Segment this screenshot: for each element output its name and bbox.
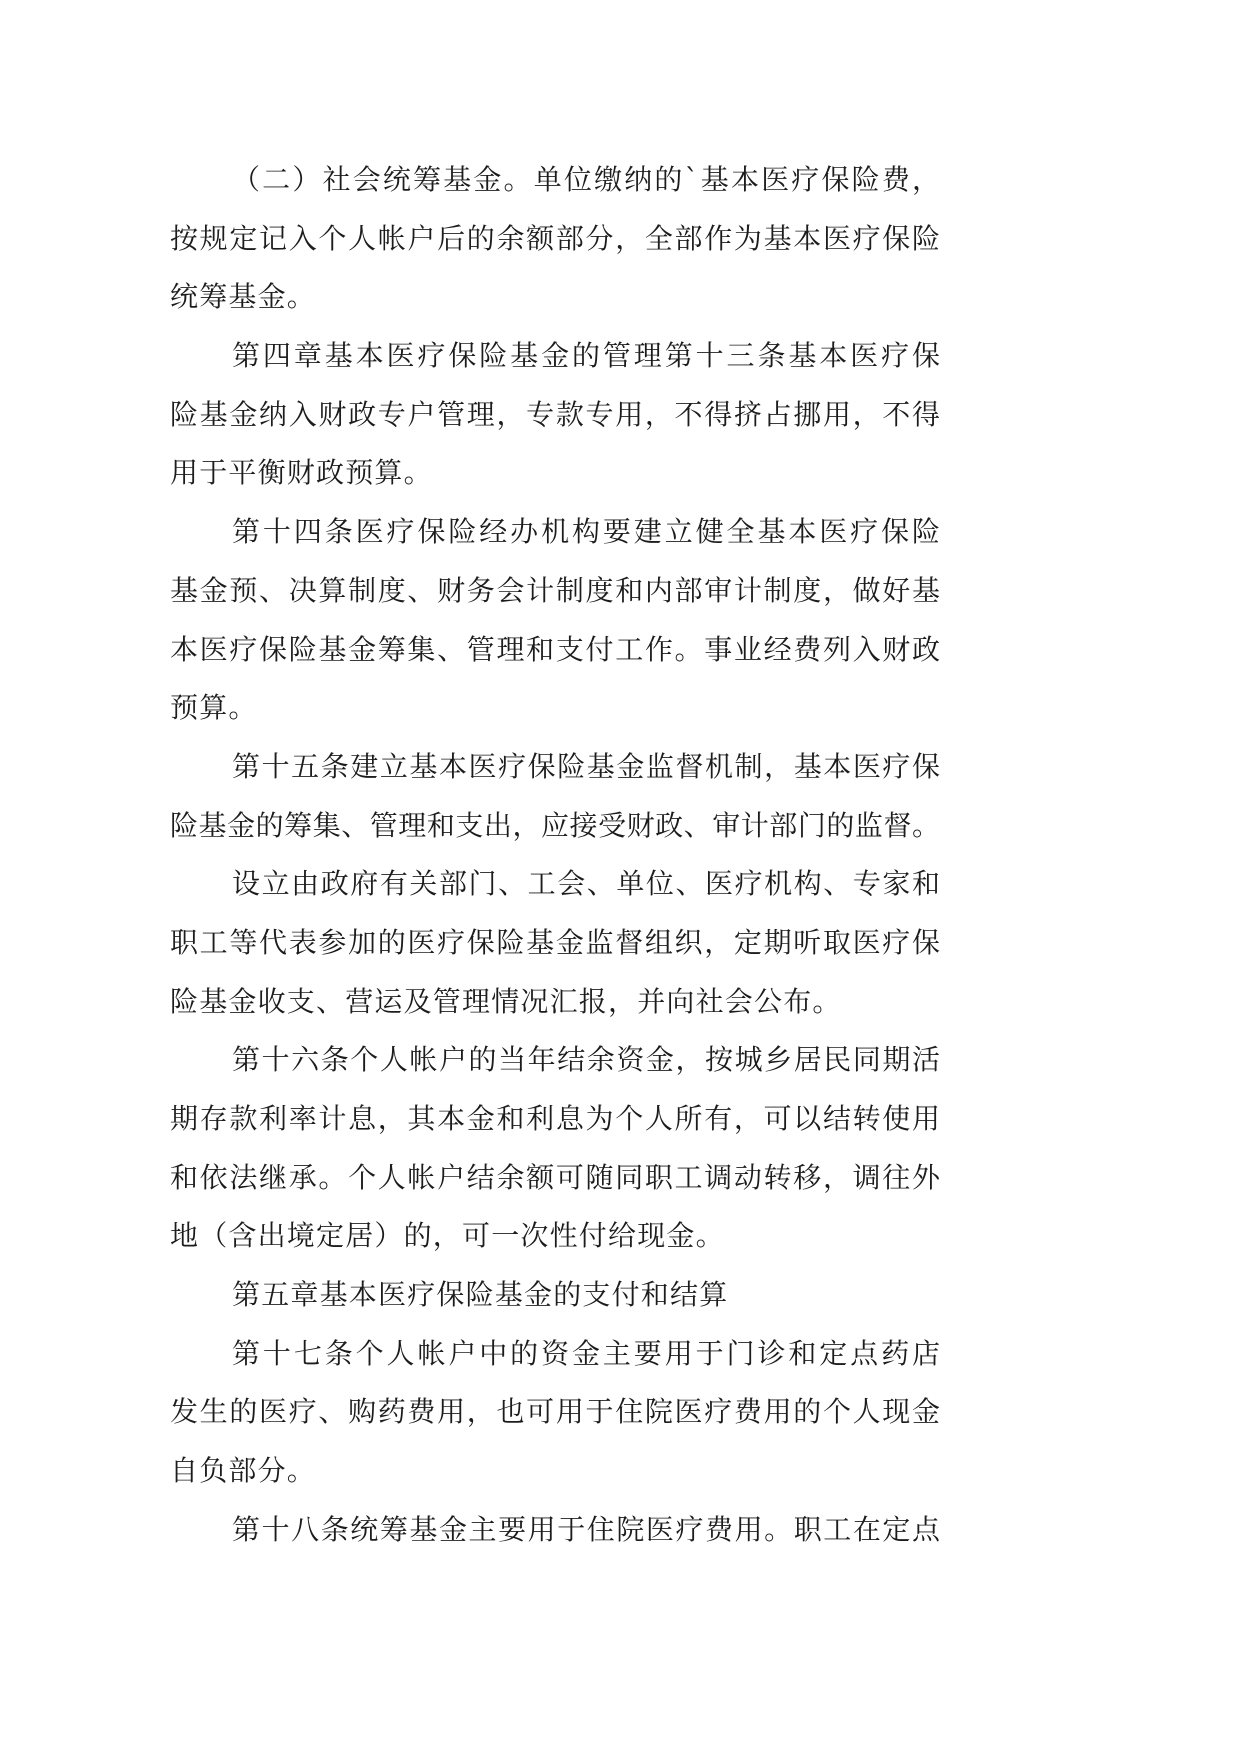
paragraph-line: 第十六条个人帐户的当年结余资金，按城乡居民同期活 bbox=[232, 1043, 940, 1077]
paragraph-article-14 bbox=[170, 503, 940, 738]
paragraph-line: 第四章基本医疗保险基金的管理第十三条基本医疗保 bbox=[232, 339, 940, 373]
paragraph-line: 期存款利率计息，其本金和利息为个人所有，可以结转使用 bbox=[170, 1102, 940, 1135]
paragraph-line: 用于平衡财政预算。 bbox=[170, 456, 433, 490]
paragraph-line: 基金预、决算制度、财务会计制度和内部审计制度，做好基 bbox=[170, 573, 940, 607]
paragraph-line: 险基金纳入财政专户管理，专款专用，不得挤占挪用，不得 bbox=[170, 397, 940, 431]
paragraph-line: 第十五条建立基本医疗保险基金监督机制，基本医疗保 bbox=[232, 749, 940, 783]
paragraph-line: 险基金的筹集、管理和支出，应接受财政、审计部门的监督。 bbox=[170, 808, 940, 842]
paragraph-supervision-organization bbox=[170, 855, 940, 1031]
paragraph-line: 预算。 bbox=[170, 691, 258, 725]
paragraph-line: 第十七条个人帐户中的资金主要用于门诊和定点药店 bbox=[232, 1336, 940, 1370]
paragraph-social-pooling-fund bbox=[170, 151, 940, 327]
paragraph-line: 险基金收支、营运及管理情况汇报，并向社会公布。 bbox=[170, 984, 842, 1018]
paragraph-line: 发生的医疗、购药费用，也可用于住院医疗费用的个人现金 bbox=[170, 1395, 940, 1429]
paragraph-chapter-4-article-13 bbox=[170, 327, 940, 503]
paragraph-line: 统筹基金。 bbox=[170, 280, 317, 314]
chapter-heading-line: 第五章基本医疗保险基金的支付和结算 bbox=[232, 1278, 729, 1312]
paragraph-line: 按规定记入个人帐户后的余额部分，全部作为基本医疗保险 bbox=[170, 221, 940, 255]
paragraph-line: 第十八条统筹基金主要用于住院医疗费用。职工在定点 bbox=[232, 1512, 940, 1546]
paragraph-line: 地（含出境定居）的，可一次性付给现金。 bbox=[170, 1219, 725, 1253]
paragraph-line: 和依法继承。个人帐户结余额可随同职工调动转移，调往外 bbox=[170, 1160, 940, 1194]
paragraph-article-15 bbox=[170, 738, 940, 855]
paragraph-article-18 bbox=[170, 1501, 940, 1560]
chapter-5-heading bbox=[170, 1266, 940, 1325]
document-body bbox=[170, 151, 940, 1560]
paragraph-article-16 bbox=[170, 1031, 940, 1266]
paragraph-line: 职工等代表参加的医疗保险基金监督组织，定期听取医疗保 bbox=[170, 925, 940, 959]
paragraph-line: 本医疗保险基金筹集、管理和支付工作。事业经费列入财政 bbox=[170, 632, 940, 666]
paragraph-article-17 bbox=[170, 1325, 940, 1501]
paragraph-line: （二）社会统筹基金。单位缴纳的`基本医疗保险费， bbox=[232, 163, 940, 196]
paragraph-line: 设立由政府有关部门、工会、单位、医疗机构、专家和 bbox=[232, 867, 940, 901]
paragraph-line: 第十四条医疗保险经办机构要建立健全基本医疗保险 bbox=[232, 515, 940, 549]
paragraph-line: 自负部分。 bbox=[170, 1454, 317, 1488]
